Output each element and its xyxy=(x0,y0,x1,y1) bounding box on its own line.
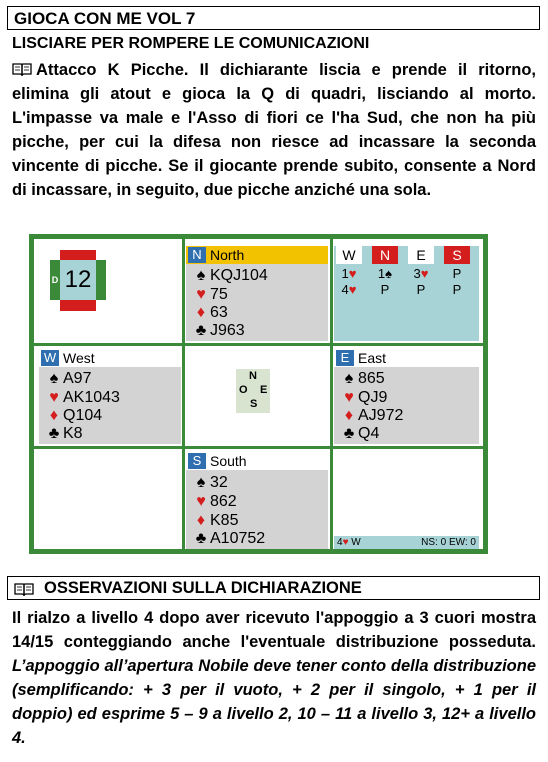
deal-diagram xyxy=(29,234,488,554)
hand-east xyxy=(334,349,479,444)
book-icon xyxy=(12,62,32,76)
hand-header xyxy=(186,452,328,470)
bid-header-east: E xyxy=(408,246,434,264)
spade-icon: ♠ xyxy=(49,370,59,387)
diamond-icon: ♦ xyxy=(49,407,59,424)
player-name: North xyxy=(210,247,245,263)
contract: 4♥ W xyxy=(337,537,361,548)
card-holding: A97 xyxy=(63,370,92,387)
card-holding: A10752 xyxy=(210,530,266,547)
compass-n: N xyxy=(249,370,257,382)
suit-hearts xyxy=(192,285,228,305)
seat-badge: N xyxy=(188,247,206,263)
hand-header xyxy=(39,349,181,367)
observations-paragraph xyxy=(12,606,536,750)
card-holding: AK1043 xyxy=(63,389,120,406)
card-holding: 63 xyxy=(210,304,228,321)
spade-icon: ♠ xyxy=(196,267,206,284)
spade-icon: ♠ xyxy=(344,370,354,387)
card-holding: K8 xyxy=(63,425,83,442)
board-number: 12 xyxy=(60,260,96,300)
grid-line xyxy=(182,239,185,549)
heart-icon: ♥ xyxy=(344,389,354,406)
heart-icon: ♥ xyxy=(348,266,357,281)
vulnerability-south xyxy=(60,299,96,311)
heart-icon: ♥ xyxy=(196,493,206,510)
bidding-table xyxy=(334,246,479,341)
grid-line xyxy=(34,343,483,346)
suit-hearts xyxy=(192,492,237,512)
observations-bar xyxy=(7,576,540,600)
hand-header xyxy=(334,349,479,367)
suit-clubs xyxy=(192,321,245,341)
diamond-icon: ♦ xyxy=(344,407,354,424)
suit-clubs xyxy=(45,424,83,444)
observations-italic-text: L’appoggio all’apertura Nobile deve tener conto della distribuzione (semplificando: + 3 per il vuoto, + 2 per il singolo, + 1 per il doppio) ed esprime 5 – 9 a livello 2, 10 – 11 a livello 3, 12+ a livello 4. xyxy=(12,657,536,747)
heart-icon: ♥ xyxy=(49,389,59,406)
suit-spades xyxy=(192,473,228,493)
card-holding: AJ972 xyxy=(358,407,404,424)
page-title: GIOCA CON ME VOL 7 xyxy=(14,9,196,28)
card-holding: 75 xyxy=(210,286,228,303)
intro-text: Attacco K Picche. Il dichiarante liscia e prende il ritorno, elimina gli atout e gioca la Q di quadri, lisciando al morto. L'impasse va male e l'Asso di fiori ce l'ha Sud, che non ha più picche, per cui la difesa non riesce ad incassare la seconda vincente di picche. Se il giocante prende subito, consente a Nord di incassare, in seguito, due picche anziché una sola. xyxy=(12,61,536,199)
card-holding: 32 xyxy=(210,474,228,491)
bid-cell: P xyxy=(452,282,462,297)
card-holding: K85 xyxy=(210,512,239,529)
card-holding: Q4 xyxy=(358,425,380,442)
suit-clubs xyxy=(192,529,265,549)
bid-cell: 1♠ xyxy=(377,266,393,281)
hand-west xyxy=(39,349,181,444)
club-icon: ♣ xyxy=(343,425,355,442)
bid-header-west: W xyxy=(336,246,362,264)
hand-header xyxy=(186,246,328,264)
bid-header-north: N xyxy=(372,246,398,264)
book-icon xyxy=(14,582,34,596)
grid-line xyxy=(34,446,483,449)
diamond-icon: ♦ xyxy=(196,512,206,529)
seat-badge: S xyxy=(188,453,206,469)
suit-spades xyxy=(192,266,268,286)
board-number-box xyxy=(41,246,111,316)
club-icon: ♣ xyxy=(195,530,207,547)
card-holding: KQJ104 xyxy=(210,267,268,284)
section-subtitle: LISCIARE PER ROMPERE LE COMUNICAZIONI xyxy=(12,35,370,52)
card-holding: Q104 xyxy=(63,407,103,424)
observations-text: Il rialzo a livello 4 dopo aver ricevuto l'appoggio a 3 cuori mostra 14/15 conteggiando anche l'eventuale distribuzione posseduta. xyxy=(12,609,536,651)
bid-cell: P xyxy=(416,282,426,297)
seat-badge: E xyxy=(336,350,354,366)
result-bar xyxy=(334,536,479,549)
grid-line xyxy=(330,239,333,549)
intro-paragraph xyxy=(12,58,536,202)
hand-north xyxy=(186,246,328,341)
player-name: West xyxy=(63,350,95,366)
suit-spades xyxy=(45,369,91,389)
compass-rose xyxy=(236,369,270,413)
suit-diamonds xyxy=(45,406,102,426)
compass-o: O xyxy=(239,384,248,396)
observations-title: OSSERVAZIONI SULLA DICHIARAZIONE xyxy=(44,579,362,597)
suit-hearts xyxy=(45,388,120,408)
title-bar xyxy=(7,6,540,30)
card-holding: J963 xyxy=(210,322,245,339)
suit-diamonds xyxy=(340,406,403,426)
player-name: East xyxy=(358,350,387,366)
bid-cell: 3♥ xyxy=(413,266,429,281)
bid-header-south: S xyxy=(444,246,470,264)
compass-e: E xyxy=(260,384,268,396)
suit-hearts xyxy=(340,388,387,408)
vulnerability-east xyxy=(96,260,106,300)
suit-clubs xyxy=(340,424,379,444)
heart-icon: ♥ xyxy=(342,537,349,548)
player-name: South xyxy=(210,453,247,469)
club-icon: ♣ xyxy=(48,425,60,442)
club-icon: ♣ xyxy=(195,322,207,339)
score: NS: 0 EW: 0 xyxy=(421,537,476,548)
card-holding: 862 xyxy=(210,493,237,510)
seat-badge: W xyxy=(41,350,59,366)
card-holding: QJ9 xyxy=(358,389,388,406)
heart-icon: ♥ xyxy=(420,266,429,281)
compass-s: S xyxy=(250,398,258,410)
hand-south xyxy=(186,452,328,549)
dealer-label: D xyxy=(51,275,59,285)
suit-diamonds xyxy=(192,511,238,531)
spade-icon: ♠ xyxy=(196,474,206,491)
bid-cell: P xyxy=(452,266,462,281)
bid-cell: 1♥ xyxy=(341,266,357,281)
bid-cell: P xyxy=(380,282,390,297)
suit-diamonds xyxy=(192,303,228,323)
bid-cell: 4♥ xyxy=(341,282,357,297)
heart-icon: ♥ xyxy=(196,286,206,303)
suit-spades xyxy=(340,369,385,389)
heart-icon: ♥ xyxy=(348,282,357,297)
card-holding: 865 xyxy=(358,370,385,387)
diamond-icon: ♦ xyxy=(196,304,206,321)
